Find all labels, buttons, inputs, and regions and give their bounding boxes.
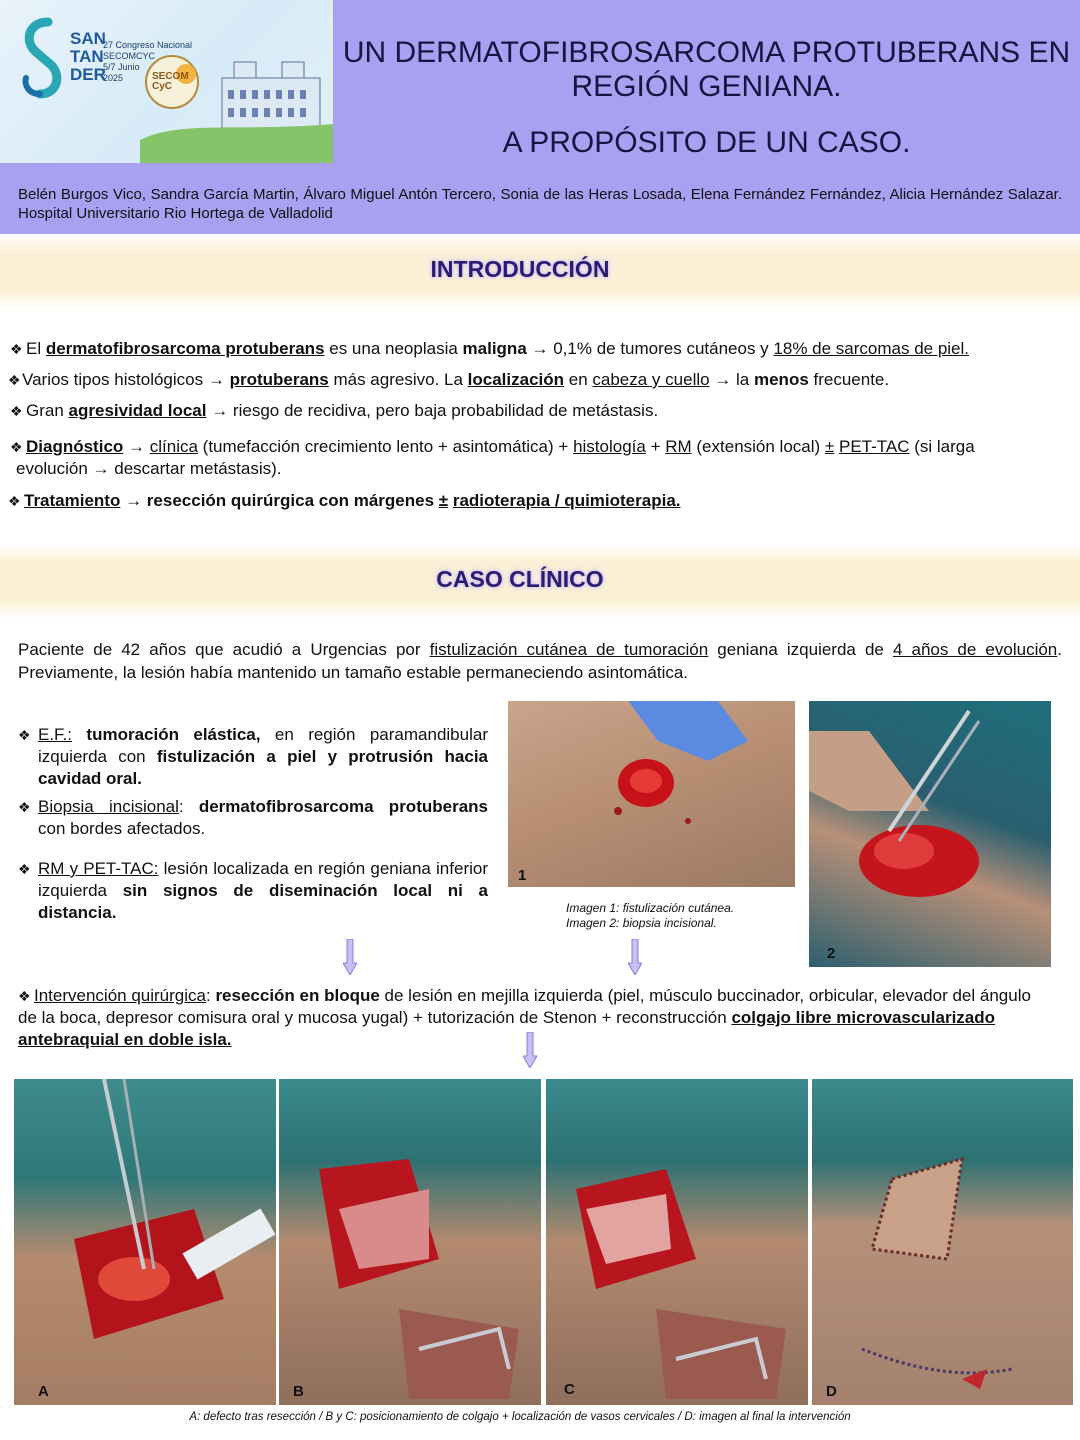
congress-logo: [0, 0, 333, 163]
surgery-photo-d: [812, 1079, 1073, 1405]
case-band: [0, 544, 1080, 619]
photo-1-label: 1: [518, 867, 527, 884]
bottom-caption: A: defecto tras resección / B y C: posicionamiento de colgajo + localización de vasos cervicales / D: imagen al final la intervención: [189, 1411, 851, 1423]
congress-line1: 27 Congreso Nacional: [103, 40, 193, 50]
case-heading: CASO CLÍNICO: [436, 566, 604, 592]
surgery-bullet: ❖ Intervención quirúrgica: resección en bloque de lesión en mejilla izquierda (piel, músculo buccinador, orbicular, elevador del ángulo de la boca, depresor comisura oral y mucosa yugal) + tutorización de Stenon + reconstrucción colgajo libre microvascularizado antebraquial en doble isla.: [18, 986, 1031, 1049]
intro-bullet-5: ❖ Tratamiento → resección quirúrgica con márgenes ± radioterapia / quimioterapia.: [8, 491, 681, 510]
photo-a-graphic: [14, 1079, 276, 1405]
subtitle: A PROPÓSITO DE UN CASO.: [502, 126, 911, 159]
surgery-photo-b: [279, 1079, 541, 1405]
photo-1-caption: Imagen 1: fistulización cutánea.: [566, 901, 735, 915]
diamond-bullet-icon: ❖: [18, 727, 31, 743]
clinical-photo-2: [809, 701, 1051, 967]
congress-dates: 5/7 Junio: [103, 62, 140, 72]
intro-bullet-2: ❖Varios tipos histológicos → protuberans más agresivo. La localización en cabeza y cuello → la menos frecuente.: [8, 370, 890, 389]
photo-c-graphic: [546, 1079, 808, 1405]
biopsy-bullet: ❖ Biopsia incisional: dermatofibrosarcoma protuberans con bordes afectados.: [18, 797, 488, 838]
city-line: TAN: [70, 47, 104, 66]
down-arrow-icon: [343, 939, 357, 975]
city-line: SAN: [70, 29, 106, 48]
photo-2-graphic: [809, 701, 1051, 967]
diamond-bullet-icon: ❖: [18, 799, 31, 815]
diamond-bullet-icon: ❖: [18, 861, 31, 877]
imaging-bullet: ❖ RM y PET-TAC: lesión localizada en región geniana inferior izquierda sin signos de diseminación local ni a distancia.: [18, 859, 488, 922]
congress-year: 2025: [103, 73, 124, 83]
city-line: DER: [70, 65, 106, 84]
intro-bullet-4: ❖ Diagnóstico → clínica (tumefacción crecimiento lento + asintomática) + histología + RM (extensión local) ± PET-TAC (si larga evolución → descartar metástasis).: [10, 437, 975, 478]
photo-2-caption: Imagen 2: biopsia incisional.: [566, 916, 717, 930]
diamond-bullet-icon: ❖: [8, 372, 21, 388]
seal-text: [152, 72, 189, 92]
photo-a-label: A: [38, 1383, 49, 1400]
congress-line2: SECOMCYC: [103, 51, 156, 61]
ef-bullet: ❖ E.F.: tumoración elástica, en región paramandibular izquierda con fistulización a piel y protrusión hacia cavidad oral.: [18, 725, 488, 788]
photo-c-label: C: [564, 1381, 575, 1398]
seal-line: CyC: [152, 81, 173, 92]
intro-heading: INTRODUCCIÓN: [430, 256, 610, 282]
photo-1-graphic: [508, 701, 795, 887]
diamond-bullet-icon: ❖: [18, 988, 31, 1004]
photo-b-graphic: [279, 1079, 541, 1405]
city-name: [70, 30, 106, 84]
surgery-photo-c: [546, 1079, 808, 1405]
clinical-photo-1: [508, 701, 795, 887]
case-paragraph: Paciente de 42 años que acudió a Urgencias por fistulización cutánea de tumoración geniana izquierda de 4 años de evolución. Previamente, la lesión había mantenido un tamaño estable permaneciendo asintomática.: [18, 640, 1062, 682]
seal-line: SECOM: [152, 71, 189, 82]
intro-bullet-1: ❖ El dermatofibrosarcoma protuberans es una neoplasia maligna → 0,1% de tumores cutáneos y 18% de sarcomas de piel.: [10, 339, 970, 358]
intro-band: [0, 234, 1080, 309]
authors-block: [0, 163, 1080, 235]
photo-b-label: B: [293, 1383, 304, 1400]
title-line-1: UN DERMATOFIBROSARCOMA PROTUBERANS EN: [342, 36, 1071, 69]
down-arrow-icon: [628, 939, 642, 975]
title-line-2: REGIÓN GENIANA.: [571, 70, 842, 103]
authors-text: Belén Burgos Vico, Sandra García Martin, Álvaro Miguel Antón Tercero, Sonia de las Heras Losada, Elena Fernández Fernández, Alicia Hernández Salazar. Hospital Universitario Rio Hortega de Valladolid: [18, 186, 1062, 222]
intro-bullet-3: ❖ Gran agresividad local → riesgo de recidiva, pero baja probabilidad de metástasis.: [10, 401, 659, 420]
diamond-bullet-icon: ❖: [10, 439, 23, 455]
diamond-bullet-icon: ❖: [10, 403, 23, 419]
diamond-bullet-icon: ❖: [8, 493, 21, 509]
photo-d-graphic: [812, 1079, 1073, 1405]
title-block: [333, 0, 1080, 163]
photo-2-label: 2: [827, 945, 836, 962]
photo-d-label: D: [826, 1383, 837, 1400]
diamond-bullet-icon: ❖: [10, 341, 23, 357]
surgery-photo-a: [14, 1079, 276, 1405]
